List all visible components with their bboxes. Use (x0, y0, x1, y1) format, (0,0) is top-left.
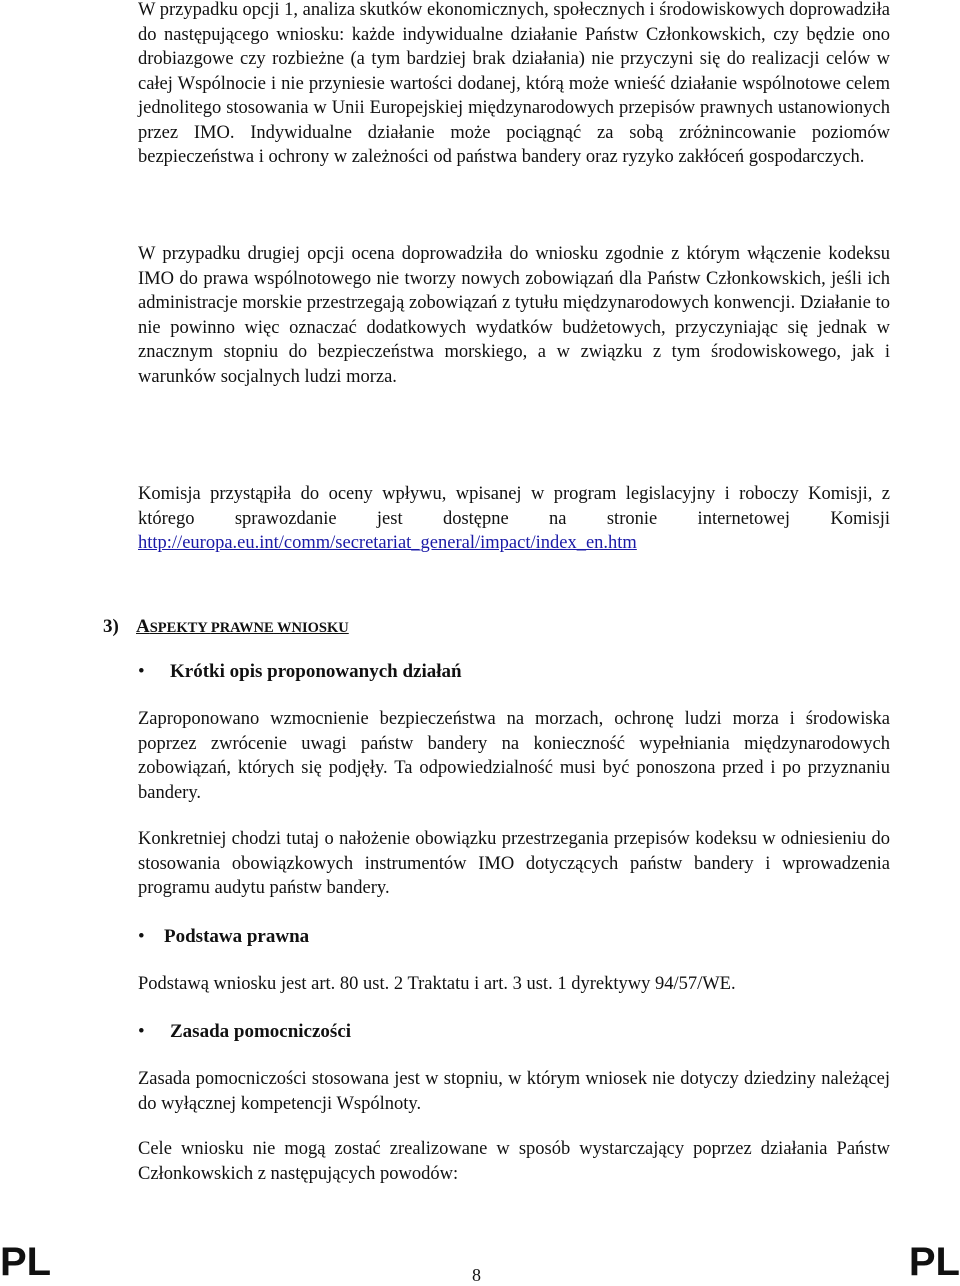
paragraph-subsidiarity: Zasada pomocniczości stosowana jest w stopniu, w którym wniosek nie dotyczy dziedziny należącej do wyłącznej kompetencji Wspólnoty. (138, 1069, 890, 1114)
paragraph-option-2-analysis: W przypadku drugiej opcji ocena doprowadziła do wniosku zgodnie z którym włączenie kodeksu IMO do prawa wspólnotowego nie tworzy nowych zobowiązań dla Państw Członkowskich, jeśli ich administracje morskie przestrzegają zobowiązań z tytułu międzynarodowych konwencji. Działanie to nie powinno więc oznaczać dodatkowych wydatków budżetowych, przyczyniając się jednak w znacznym stopniu do bezpieczeństwa morskiego, a w związku z tym środowiskowego, jak i warunków socjalnych ludzi morza. (138, 244, 890, 387)
section-title-rest-1: SPEKTY (149, 620, 211, 636)
impact-assessment-text: Komisja przystąpiła do oceny wpływu, wpisanej w program legislacyjny i roboczy Komisji, z którego sprawozdanie jest dostępne na stronie internetowej Komisji (138, 484, 890, 529)
section-number: 3) (103, 616, 119, 637)
bullet-heading-subsidiarity (138, 1021, 351, 1043)
impact-assessment-link[interactable]: http://europa.eu.int/comm/secretariat_general/impact/index_en.htm (138, 533, 637, 553)
section-heading-legal-aspects (103, 616, 349, 638)
section-title-initial: A (136, 616, 150, 637)
paragraph-proposal-summary: Zaproponowano wzmocnienie bezpieczeństwa na morzach, ochronę ludzi morza i środowiska poprzez zwrócenie uwagi państw bandery na konieczność wypełniania międzynarodowych zobowiązań, których się podjęły. Ta odpowiedzialność musi być ponoszona przed i po przyznaniu bandery. (138, 709, 890, 803)
page-number: 8 (472, 1265, 481, 1285)
paragraph-objectives: Cele wniosku nie mogą zostać zrealizowane w sposób wystarczający poprzez działania Państw Członkowskich z następujących powodów: (138, 1139, 890, 1184)
section-title-rest-2: PRAWNE WNIOSKU (210, 620, 349, 636)
paragraph-proposal-detail: Konkretniej chodzi tutaj o nałożenie obowiązku przestrzegania przepisów kodeksu w odniesieniu do stosowania obowiązkowych instrumentów IMO dotyczących państw bandery i wprowadzenia programu audytu państw bandery. (138, 829, 890, 898)
footer-language-code-left: PL (0, 1240, 52, 1284)
paragraph-legal-basis: Podstawą wniosku jest art. 80 ust. 2 Traktatu i art. 3 ust. 1 dyrektywy 94/57/WE. (138, 974, 736, 994)
paragraph-impact-assessment (138, 482, 890, 556)
bullet-heading-text: Krótki opis proponowanych działań (170, 661, 462, 682)
bullet-icon: • (138, 1021, 145, 1042)
bullet-heading-legal-basis (138, 926, 309, 948)
footer-language-code-right: PL (908, 1240, 960, 1284)
bullet-heading-summary (138, 661, 462, 683)
bullet-heading-text: Podstawa prawna (164, 926, 310, 947)
section-title (136, 616, 349, 637)
paragraph-option-1-analysis: W przypadku opcji 1, analiza skutków ekonomicznych, społecznych i środowiskowych doprowadziła do następującego wniosku: każde indywidualne działanie Państw Członkowskich, czy będzie ono drobiazgowe czy rozbieżne (a tym bardziej brak działania) nie przyczyni się do realizacji celów w całej Wspólnocie i nie przyniesie wartości dodanej, którą może wnieść działanie wspólnotowe celem jednolitego stosowania w Unii Europejskiej międzynarodowych przepisów prawnych ustanowionych przez IMO. Indywidualne działanie może pociągnąć za sobą zróżnincowanie poziomów bezpieczeństwa i ochrony w zależności od państwa bandery oraz ryzyko zakłóceń gospodarczych. (138, 0, 890, 167)
bullet-icon: • (138, 661, 145, 682)
bullet-heading-text: Zasada pomocniczości (170, 1021, 352, 1042)
bullet-icon: • (138, 926, 145, 947)
